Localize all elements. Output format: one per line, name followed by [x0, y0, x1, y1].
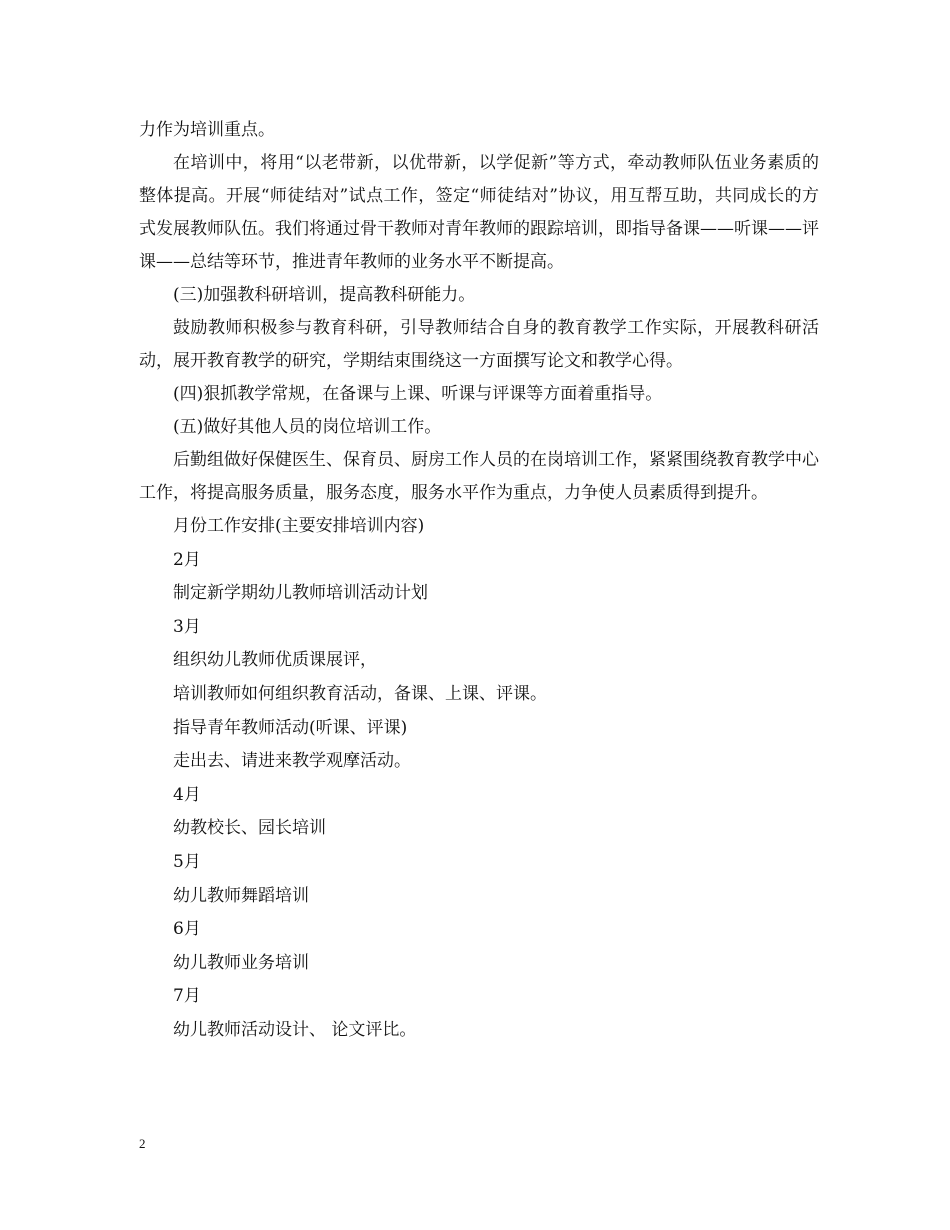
schedule-month: 6月 — [173, 919, 201, 940]
schedule-item: 组织幼儿教师优质课展评， — [173, 650, 377, 671]
schedule-item: 制定新学期幼儿教师培训活动计划 — [173, 583, 428, 604]
paragraph-6-heading: (五)做好其他人员的岗位培训工作。 — [173, 417, 442, 437]
paragraph-7: 后勤组做好保健医生、保育员、厨房工作人员的在岗培训工作，紧紧围绕教育教学中心工作，将提高服务质量，服务态度，服务水平作为重点，力争使人员素质得到提升。 — [139, 450, 819, 503]
schedule-month: 7月 — [173, 986, 201, 1007]
schedule-month: 2月 — [173, 549, 201, 570]
schedule-item: 幼儿教师舞蹈培训 — [173, 885, 309, 906]
schedule-title: 月份工作安排(主要安排培训内容) — [173, 516, 425, 536]
page-number: 2 — [139, 1136, 146, 1151]
schedule-item: 指导青年教师活动(听课、评课) — [173, 717, 408, 738]
schedule-item: 培训教师如何组织教育活动，备课、上课、评课。 — [173, 683, 547, 704]
paragraph-2: 在培训中，将用“以老带新，以优带新，以学促新”等方式，牵动教师队伍业务素质的整体提高。开展“师徒结对”试点工作，签定“师徒结对”协议，用互帮互助，共同成长的方式发展教师队伍。我们将通过骨干教师对青年教师的跟踪培训，即指导备课——听课——评课——总结等环节，推进青年教师的业务水平不断提高。 — [139, 153, 819, 272]
document-body — [139, 114, 819, 1048]
paragraph-3-heading: (三)加强教科研培训，提高教科研能力。 — [173, 285, 476, 305]
schedule-month: 4月 — [173, 784, 201, 805]
paragraph-5-heading: (四)狠抓教学常规，在备课与上课、听课与评课等方面着重指导。 — [173, 384, 663, 404]
schedule-item: 幼儿教师业务培训 — [173, 952, 309, 973]
schedule-item: 幼教校长、园长培训 — [173, 818, 326, 839]
schedule-month: 5月 — [173, 851, 201, 872]
schedule-item: 走出去、请进来教学观摩活动。 — [173, 751, 411, 772]
schedule-month: 3月 — [173, 616, 201, 637]
schedule-list — [139, 510, 819, 1048]
paragraph-1: 力作为培训重点。 — [139, 120, 275, 140]
paragraph-4: 鼓励教师积极参与教育科研，引导教师结合自身的教育教学工作实际，开展教科研活动，展开教育教学的研究，学期结束围绕这一方面撰写论文和教学心得。 — [139, 318, 819, 371]
schedule-item: 幼儿教师活动设计、 论文评比。 — [173, 1019, 417, 1040]
